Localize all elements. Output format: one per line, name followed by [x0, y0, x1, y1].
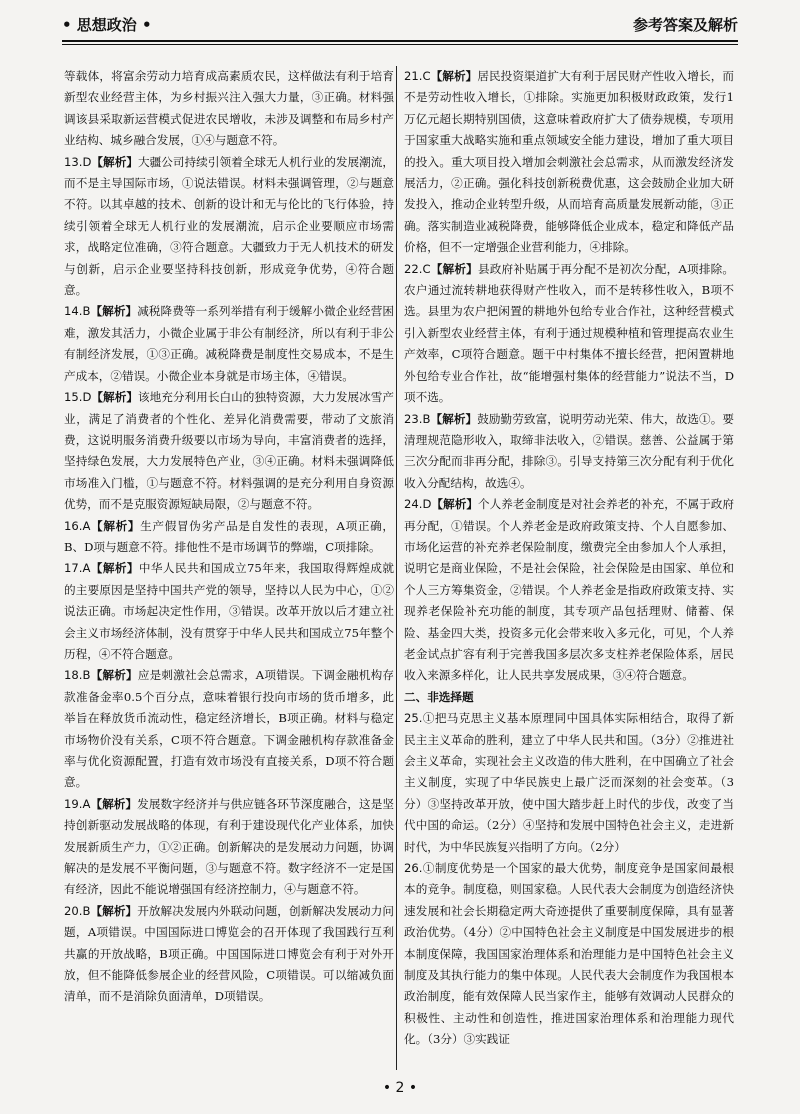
answer-item — [64, 794, 394, 901]
answer-item — [64, 152, 394, 302]
column-divider — [396, 66, 397, 1070]
header-rule-thin — [62, 44, 738, 45]
answer-text: 大疆公司持续引领着全球无人机行业的发展潮流，而不是主导国际市场，①说法错误。材料未强调管理，②与题意不符。以其卓越的技术、创新的设计和无与伦比的飞行体验，持续引领着全球无人机行业的发展潮流，启示企业要顺应市场需求，战略定位准确，③符合题意。大疆致力于无人机技术的研发与创新，启示企业要坚持科技创新，形成竞争优势，④符合题意。 — [64, 154, 394, 298]
analysis-tag: 【解析】 — [430, 411, 478, 426]
question-number: 23.B — [404, 411, 431, 426]
analysis-tag: 【解析】 — [91, 390, 138, 405]
question-number: 25. — [404, 711, 423, 726]
question-number: 21.C — [404, 69, 431, 83]
answer-item — [64, 516, 394, 559]
answer-text: 应是刺激社会总需求，A项错误。下调金融机构存款准备金率0.5个百分点，意味着银行投向市场的货币增多，此举旨在释放货币流动性，稳定经济增长，B项正确。材料与稳定市场物价没有关系，C项不符合题意。下调金融机构存款准备金率与优化资源配置，打造有效市场没有直接关系，D项不符合题意。 — [64, 668, 394, 790]
answer-text: 鼓励勤劳致富，说明劳动光荣、伟大，故选①。要清理规范隐形收入，取缔非法收入，②错误。慈善、公益属于第三次分配而非再分配，排除③。引导支持第三次分配有利于优化收入分配结构，故选④。 — [404, 411, 734, 490]
answer-item — [404, 66, 734, 259]
answer-item — [64, 387, 394, 515]
answer-item — [404, 858, 734, 1051]
question-number: 19.A — [64, 796, 91, 811]
question-number: 22.C — [404, 261, 431, 276]
analysis-tag: 【解析】 — [430, 69, 478, 83]
answer-text: 个人养老金制度是对社会养老的补充，不属于政府再分配，①错误。个人养老金是政府政策支持、个人自愿参加、市场化运营的补充养老保险制度，缴费完全由参加人个人承担，说明它是商业保险，不是社会保险，社会保险是由国家、单位和个人三方筹集资金，②错误。个人养老金是指政府政策支持、实现养老保险补充功能的制度，其专项产品包括理财、储蓄、保险、基金四大类，投资多元化会带来收入多元化，可见，个人养老金试点扩容有利于完善我国多层次多支柱养老保险体系，居民收入来源多样化，让人民共享发展成果，③④符合题意。 — [404, 497, 734, 683]
question-number: 17.A — [64, 561, 91, 576]
answer-text: 生产假冒伪劣产品是自发性的表现，A项正确，B、D项与题意不符。排他性不是市场调节的弊端，C项排除。 — [64, 518, 394, 554]
question-number: 14.B — [64, 304, 91, 319]
question-number: 24.D — [404, 497, 432, 512]
question-number: 16.A — [64, 518, 91, 533]
question-number: 20.B — [64, 903, 91, 918]
answer-item — [404, 494, 734, 687]
answer-item — [64, 901, 394, 1008]
answer-item — [404, 708, 734, 858]
analysis-tag: 【解析】 — [90, 304, 138, 319]
header-title: 参考答案及解析 — [632, 15, 738, 34]
analysis-tag: 【解析】 — [90, 796, 138, 811]
analysis-tag: 【解析】 — [91, 154, 138, 169]
answer-text: 县政府补贴属于再分配不是初次分配，A项排除。农户通过流转耕地获得财产性收入，而不是转移性收入，B项不选。县里为农户把闲置的耕地外包给专业合作社，这种经营模式引入新型农业经营主体，有利于通过规模种植和管理提高农业生产效率，C项符合题意。题干中村集体不擅长经营，把闲置耕地外包给专业合作社，故“能增强村集体的经营能力”说法不当，D项不选。 — [404, 261, 734, 405]
right-column — [404, 66, 734, 1051]
left-column — [64, 66, 394, 1008]
analysis-tag: 【解析】 — [90, 668, 138, 683]
subject-label: • 思想政治 • — [62, 15, 152, 34]
answer-text: ①制度优势是一个国家的最大优势，制度竞争是国家间最根本的竞争。制度稳，则国家稳。人民代表大会制度为创造经济快速发展和社会长期稳定两大奇迹提供了重要制度保障，具有显著政治优势。（4分）②中国特色社会主义制度是中国发展进步的根本制度保障，我国国家治理体系和治理能力是中国特色社会主义制度及其执行能力的集中体现。人民代表大会制度作为我国根本政治制度，能有效保障人民当家作主，能够有效调动人民群众的积极性、主动性和创造性，推进国家治理体系和治理能力现代化。（3分）③实践证 — [404, 861, 734, 1047]
answer-text: 该地充分利用长白山的独特资源，大力发展冰雪产业，满足了消费者的个性化、差异化消费需要，带动了文旅消费，这说明服务消费升级要以市场为导向，丰富消费者的选择，坚持绿色发展，大力发展特色产业，③④正确。材料未强调降低市场准入门槛，①与题意不符。材料强调的是充分利用自身资源优势，而不是克服资源短缺局限，②与题意不符。 — [64, 390, 394, 512]
analysis-tag: 【解析】 — [431, 497, 478, 512]
question-number: 18.B — [64, 668, 91, 683]
analysis-tag: 【解析】 — [430, 261, 478, 276]
question-number: 15.D — [64, 390, 92, 405]
answer-text: 居民投资渠道扩大有利于居民财产性收入增长，而不是劳动性收入增长，①排除。实施更加积极财政政策，发行1万亿元超长期特别国债，这意味着政府扩大了债券规模，专项用于国家重大战略实施和重点领域安全能力建设，增加了重大项目的投入。重大项目投入增加会刺激社会总需求，从而激发经济发展活力，②正确。强化科技创新税费优惠，这会鼓励企业加大研发投入，推动企业转型升级，从而培育高质量发展新动能，③正确。落实制造业减税降费，能够降低企业成本，稳定和降低产品价格，但不一定增强企业营利能力，④排除。 — [404, 69, 734, 255]
answer-text: 发展数字经济并与供应链各环节深度融合，这是坚持创新驱动发展战略的体现，有利于建设现代化产业体系，加快发展新质生产力，①②正确。创新解决的是发展动力问题，协调解决的是发展不平衡问题，③与题意不符。数字经济不一定是国有经济，因此不能说增强国有经济控制力，④与题意不符。 — [64, 796, 394, 897]
question-number: 13.D — [64, 154, 92, 169]
page-number: • 2 • — [382, 1080, 418, 1096]
answer-item — [64, 558, 394, 665]
question-number: 26. — [404, 861, 423, 876]
answer-item — [64, 66, 394, 152]
answer-item — [64, 665, 394, 793]
answer-text: 等载体，将富余劳动力培育成高素质农民，这样做法有利于培育新型农业经营主体，为乡村振兴注入强大力量，③正确。材料强调该县采取新运营模式促进农民增收，未涉及调整和布局乡村产业结构、城乡融合发展，①④与题意不符。 — [64, 69, 394, 148]
answer-text: 开放解决发展内外联动问题，创新解决发展动力问题，A项错误。中国国际进口博览会的召开体现了我国践行互利共赢的开放战略，B项正确。中国国际进口博览会有利于对外开放，但不能降低参展企业的经营风险，C项错误。可以缩减负面清单，而不是消除负面清单，D项错误。 — [64, 903, 394, 1004]
analysis-tag: 【解析】 — [90, 561, 139, 576]
analysis-tag: 【解析】 — [90, 903, 138, 918]
analysis-tag: 【解析】 — [90, 518, 141, 533]
answer-text: 中华人民共和国成立75年来，我国取得辉煌成就的主要原因是坚持中国共产党的领导，坚持以人民为中心，①②说法正确。市场起决定性作用，③错误。改革开放以后才建立社会主义市场经济体制，没有贯穿于中华人民共和国成立75年整个历程，④不符合题意。 — [64, 561, 394, 661]
answer-item — [64, 301, 394, 387]
section-heading — [404, 687, 734, 708]
answer-item — [404, 409, 734, 495]
answer-text: ①把马克思主义基本原理同中国具体实际相结合，取得了新民主主义革命的胜利，建立了中华人民共和国。（3分）②推进社会主义革命，实现社会主义改造的伟大胜利，在中国确立了社会主义制度，实现了中华民族史上最广泛而深刻的社会变革。（3分）③坚持改革开放，使中国大踏步赶上时代的步伐，改变了当代中国的命运。（2分）④坚持和发展中国特色社会主义，走进新时代，为中华民族复兴指明了方向。（2分） — [404, 711, 734, 854]
page-header — [62, 10, 738, 38]
answer-item — [404, 259, 734, 409]
header-rule — [62, 40, 738, 42]
answer-text: 减税降费等一系列举措有利于缓解小微企业经营困难，激发其活力，小微企业属于非公有制经济，所以有利于非公有制经济发展，①③正确。减税降费是制度性交易成本，不是生产成本，②错误。小微企业本身就是市场主体，④错误。 — [64, 304, 394, 383]
section-title: 二、非选择题 — [404, 689, 474, 704]
